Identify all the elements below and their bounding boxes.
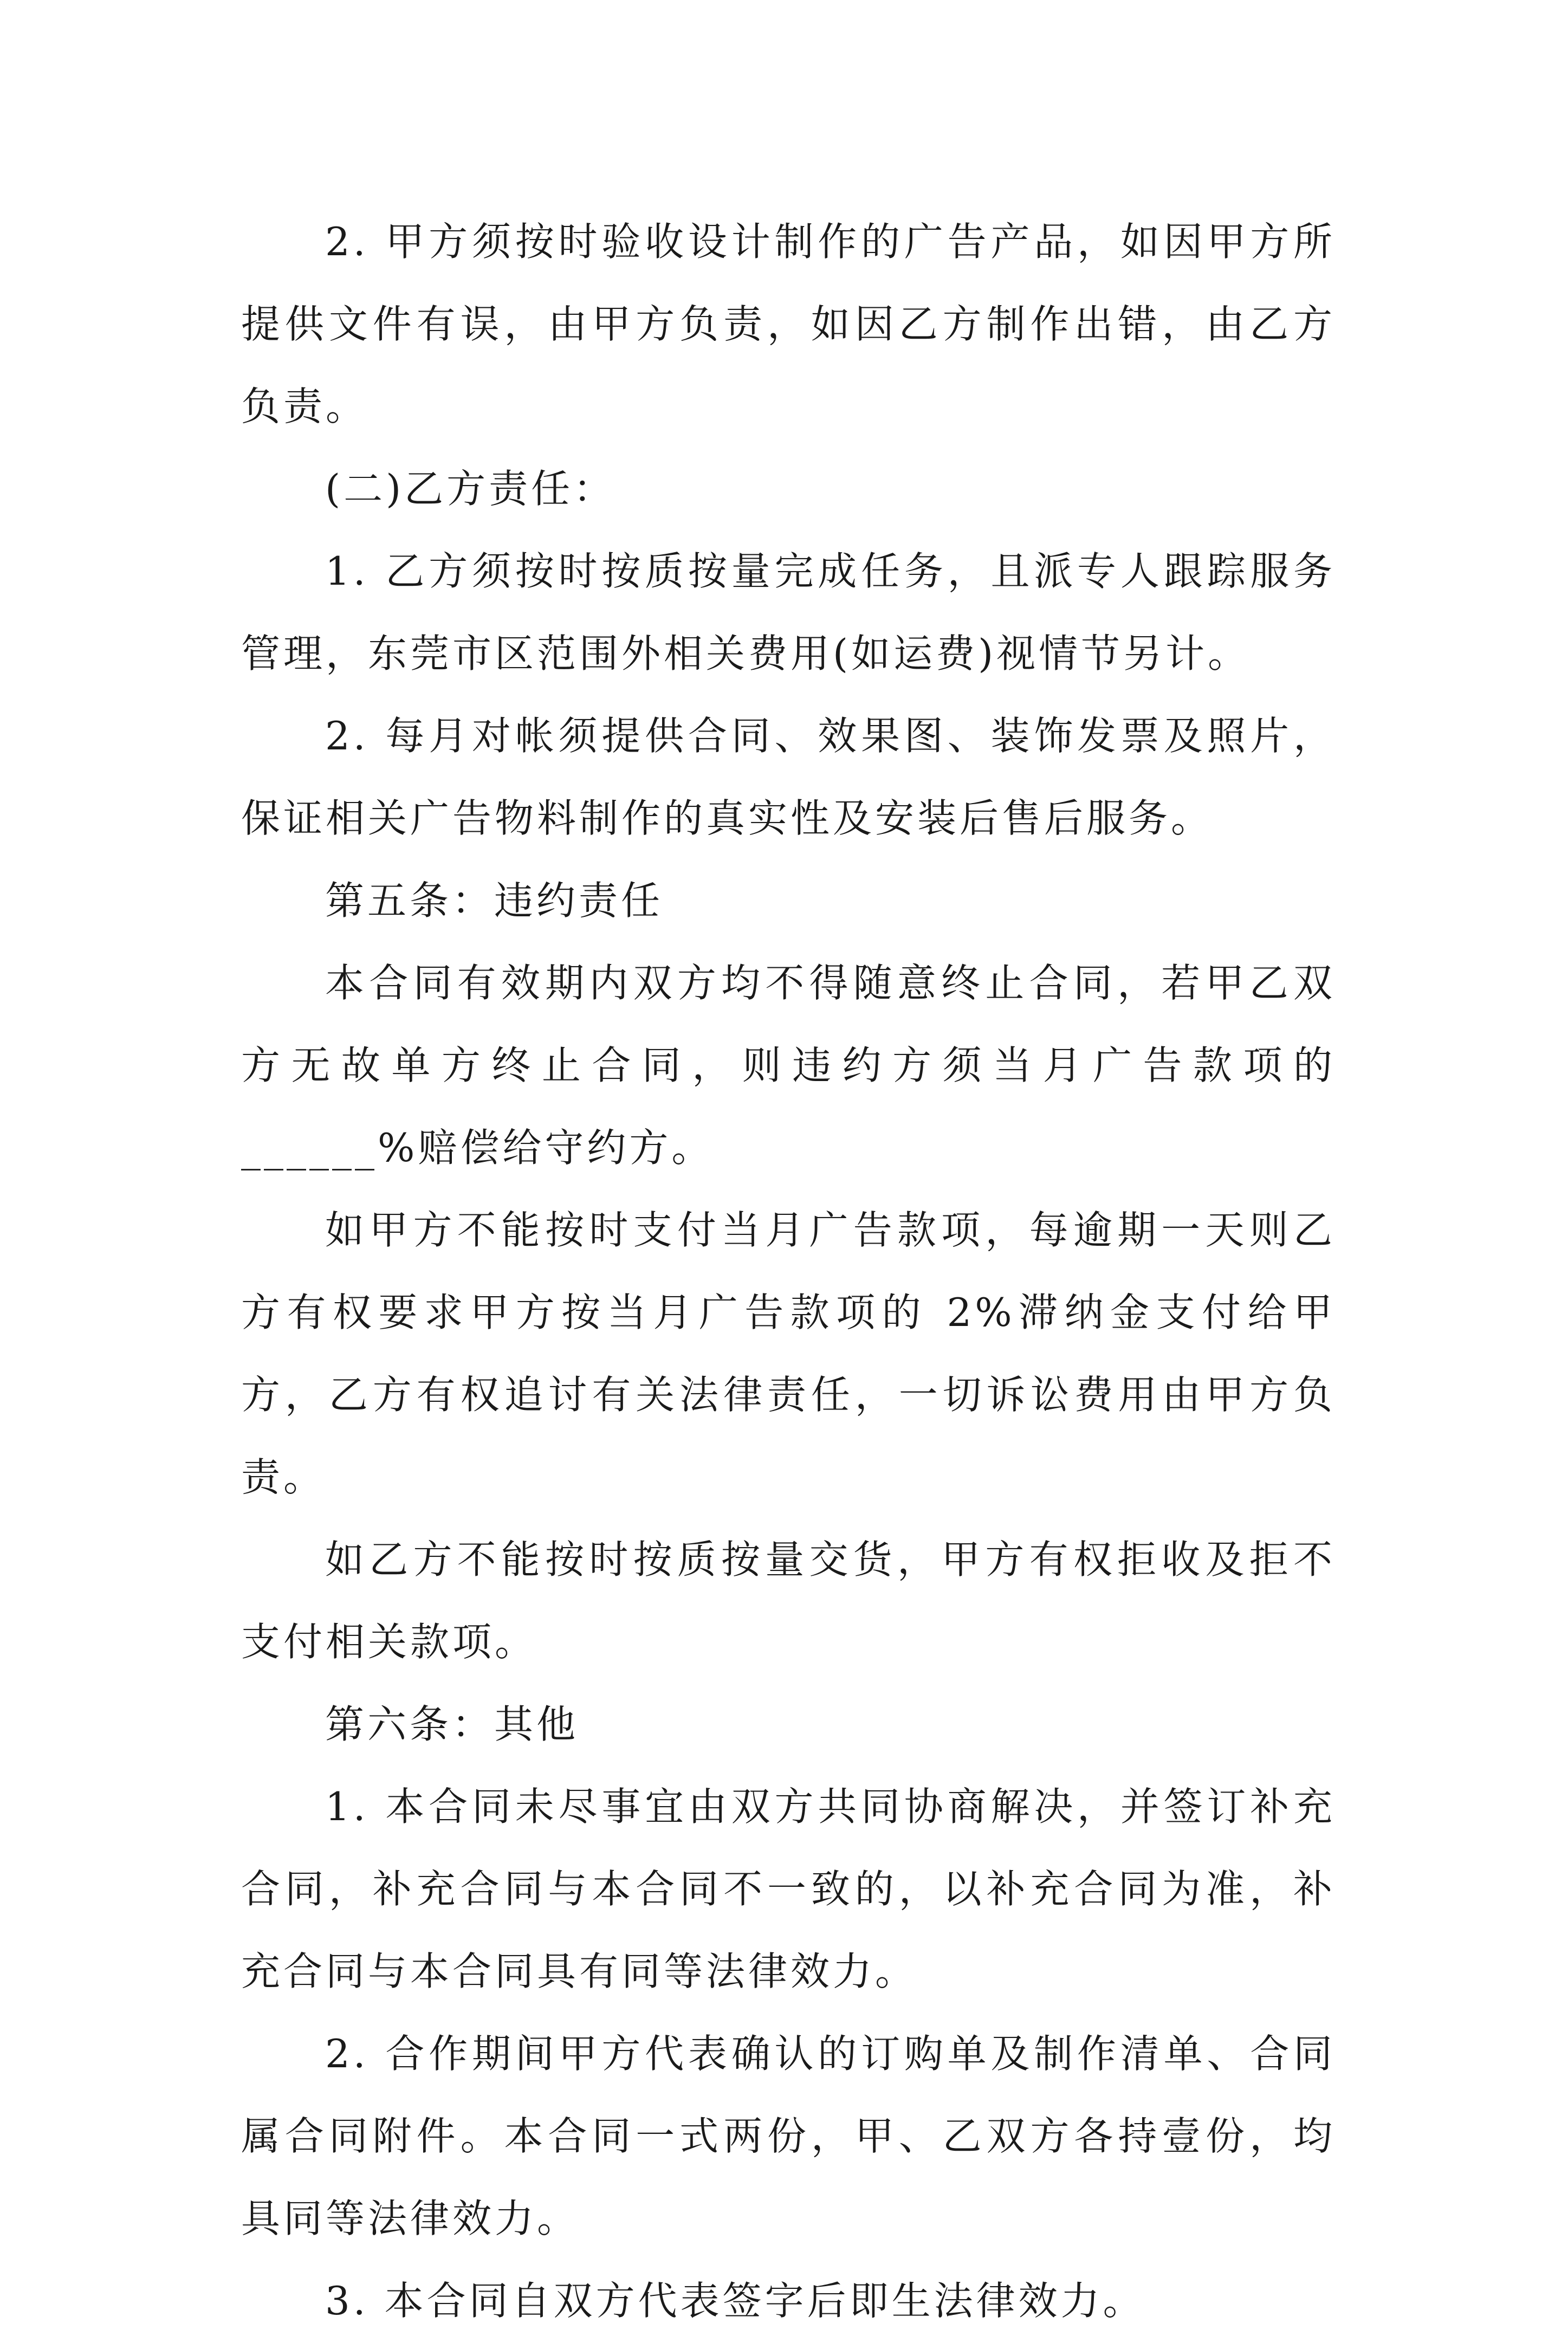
paragraph-party-a-acceptance: 2. 甲方须按时验收设计制作的广告产品，如因甲方所提供文件有误，由甲方负责，如因乙方制作出错，由乙方负责。 xyxy=(241,219,1336,429)
heading-article-5: 第五条：违约责任 xyxy=(325,878,664,923)
paragraph-termination-penalty: 本合同有效期内双方均不得随意终止合同，若甲乙双方无故单方终止合同，则违约方须当月广告款项的______%赔偿给守约方。 xyxy=(241,960,1336,1170)
heading-article-6: 第六条：其他 xyxy=(325,1701,579,1747)
paragraph-other-1: 1. 本合同未尽事宜由双方共同协商解决，并签订补充合同，补充合同与本合同不一致的，以补充合同为准，补充合同与本合同具有同等法律效力。 xyxy=(241,1784,1336,1994)
document-body xyxy=(241,200,1336,2342)
heading-party-b-responsibility: (二)乙方责任： xyxy=(325,466,616,512)
paragraph-other-3: 3. 本合同自双方代表签字后即生法律效力。 xyxy=(325,2278,1145,2324)
paragraph-late-payment: 如甲方不能按时支付当月广告款项，每逾期一天则乙方有权要求甲方按当月广告款项的 2%滞纳金支付给甲方，乙方有权追讨有关法律责任，一切诉讼费用由甲方负责。 xyxy=(241,1207,1336,1500)
paragraph-delivery-failure: 如乙方不能按时按质按量交货，甲方有权拒收及拒不支付相关款项。 xyxy=(241,1537,1336,1665)
paragraph-party-b-duty-1: 1. 乙方须按时按质按量完成任务，且派专人跟踪服务管理，东莞市区范围外相关费用(如运费)视情节另计。 xyxy=(241,548,1336,676)
paragraph-other-2: 2. 合作期间甲方代表确认的订购单及制作清单、合同属合同附件。本合同一式两份，甲、乙双方各持壹份，均具同等法律效力。 xyxy=(241,2031,1336,2241)
paragraph-party-b-duty-2: 2. 每月对帐须提供合同、效果图、装饰发票及照片，保证相关广告物料制作的真实性及安装后售后服务。 xyxy=(241,713,1336,841)
